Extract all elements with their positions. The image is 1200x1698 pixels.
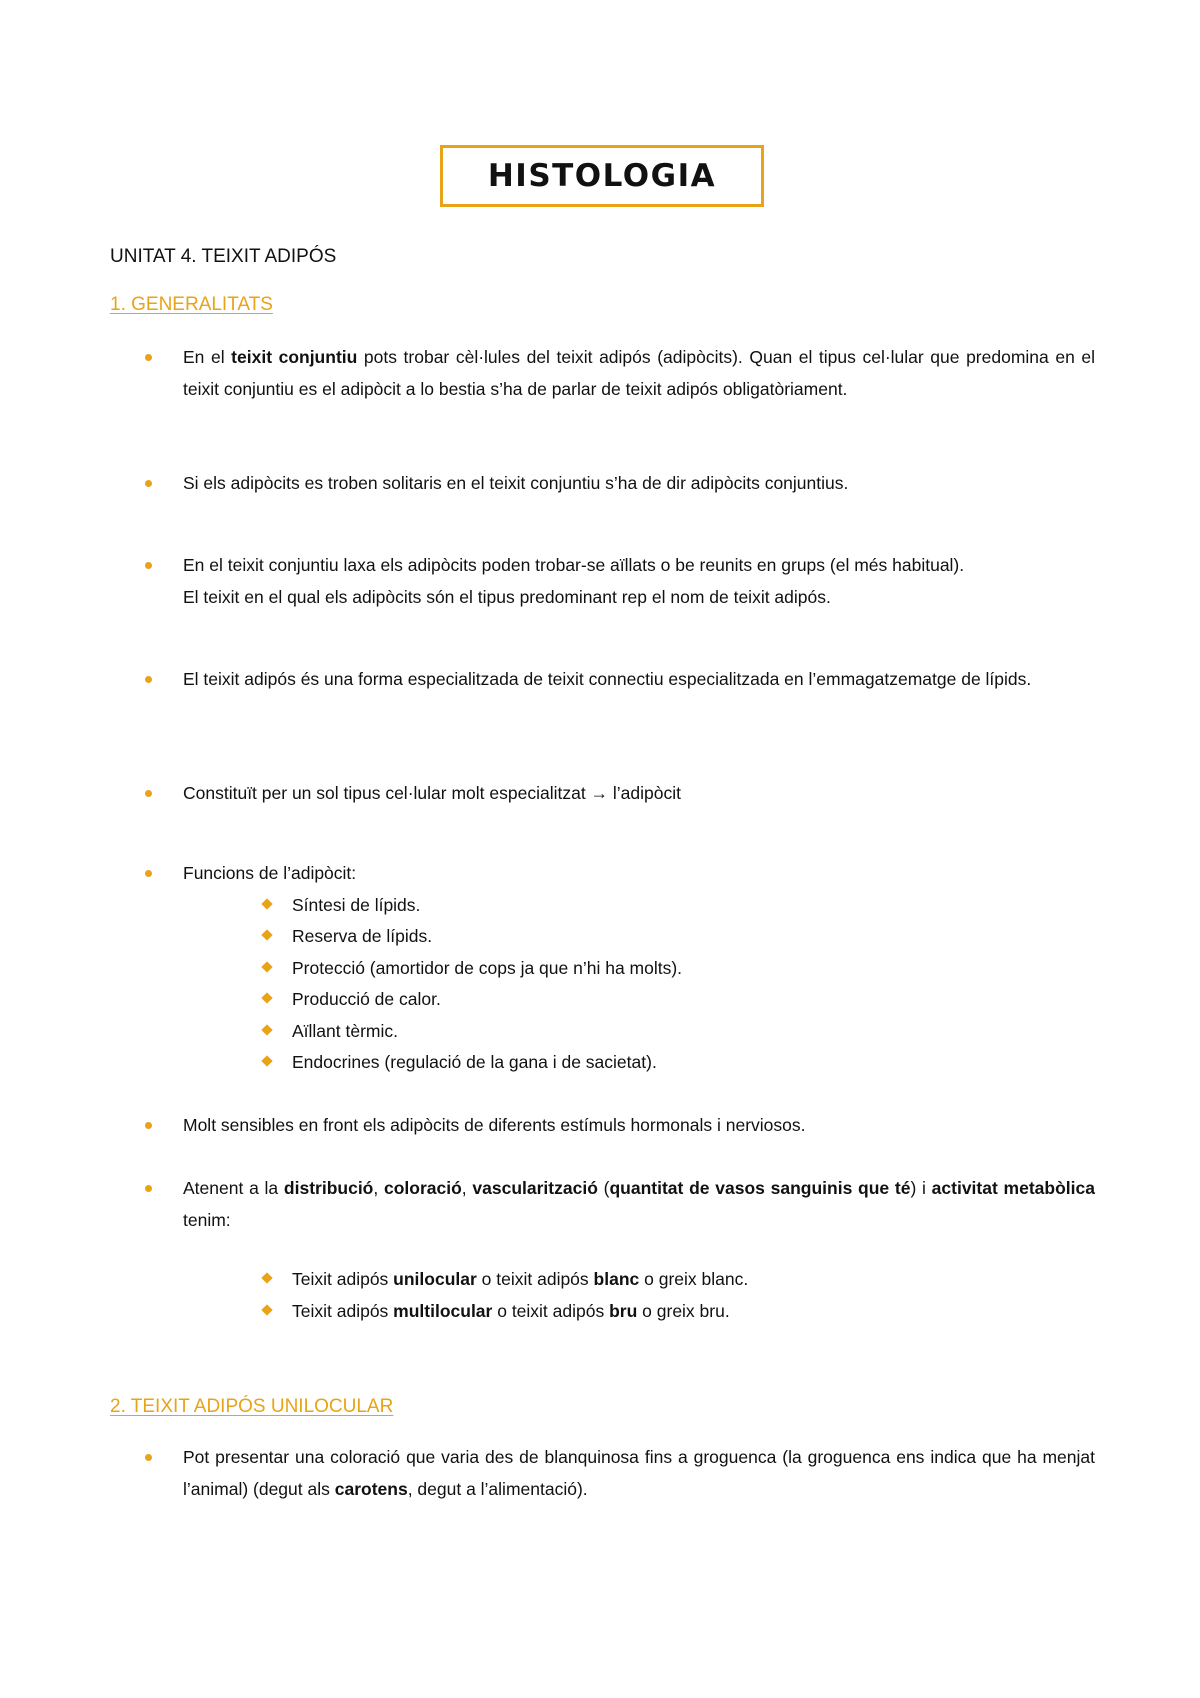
bullet-icon [145,790,152,797]
bullet-icon [145,562,152,569]
text-run: o greix blanc. [639,1269,749,1289]
bold-run: vascularització [472,1178,598,1198]
bullet-paragraph-8 [183,1173,1095,1236]
bold-run: activitat metabòlica [931,1178,1095,1198]
text-line: En el teixit conjuntiu laxa els adipòcits poden trobar-se aïllats o be reunits en grups (el més habitual). [183,555,965,575]
text-run: o teixit adipós [476,1269,594,1289]
sub-item-text: Aïllant tèrmic. [292,1021,398,1041]
text-run: En el [183,347,232,367]
bold-run: quantitat de vasos sanguinis que té [609,1178,911,1198]
text-run: Teixit adipós [292,1269,394,1289]
bullet-paragraph-7 [183,1110,1095,1142]
sub-list-item [292,921,432,953]
bullet-icon [145,676,152,683]
text-run: ( [597,1178,610,1198]
sub-item-text: Reserva de lípids. [292,926,433,946]
text-run: El teixit adipós és una forma especialitzada de teixit connectiu especialitzada en l’emmagatzematge de lípids. [183,669,1032,689]
sub-item-text: Producció de calor. [292,989,441,1009]
text-run: , [461,1178,473,1198]
text-run: , [373,1178,384,1198]
text-run: Si els adipòcits es troben solitaris en el teixit conjuntiu s’ha de dir adipòcits conjuntius. [183,473,849,493]
section-heading-unilocular: 2. TEIXIT ADIPÓS UNILOCULAR [110,1396,394,1417]
text-run: Molt sensibles en front els adipòcits de diferents estímuls hormonals i nerviosos. [183,1115,806,1135]
bold-run: bru [609,1301,638,1321]
sub-list-item [292,1016,398,1048]
text-run: o teixit adipós [492,1301,610,1321]
text-run: Funcions de l’adipòcit: [183,863,357,883]
bullet-paragraph-1 [183,342,1095,405]
bold-run: multilocular [393,1301,493,1321]
sub-list-item [292,1264,748,1296]
text-run: , degut a l’alimentació). [407,1478,588,1499]
bullet-icon [145,870,152,877]
bold-run: carotens [334,1478,408,1499]
sub-item-text: Síntesi de lípids. [292,895,421,915]
document-title: HISTOLOGIA [487,158,717,194]
text-run: Teixit adipós [292,1301,394,1321]
text-line: El teixit en el qual els adipòcits són el tipus predominant rep el nom de teixit adipós. [183,586,831,607]
sub-list-item [292,1296,730,1328]
bullet-paragraph-5 [183,778,1095,810]
diamond-bullet-icon [261,1304,272,1315]
sub-item-text: Endocrines (regulació de la gana i de sacietat). [292,1052,657,1072]
diamond-bullet-icon [261,992,272,1003]
diamond-bullet-icon [261,961,272,972]
text-run: pots trobar cèl·lules del teixit adipós (adipòcits). Quan el tipus cel·lular que predomina en el teixit conjuntiu es el adipòcit a lo bestia s’ha de parlar de teixit adipós obligatòriament. [183,347,1095,399]
text-run: o greix bru. [637,1301,730,1321]
text-run: Constituït per un sol tipus cel·lular molt especialitzat [183,783,591,803]
sub-list-item [292,953,682,985]
bullet-paragraph-6 [183,858,1095,890]
bullet-icon [145,480,152,487]
bullet-paragraph-9 [183,1442,1095,1505]
text-run: l’adipòcit [608,783,682,803]
bullet-icon [145,1454,152,1461]
bold-run: blanc [593,1269,640,1289]
bullet-icon [145,1185,152,1192]
bold-run: unilocular [393,1269,477,1289]
diamond-bullet-icon [261,929,272,940]
diamond-bullet-icon [261,1024,272,1035]
section-heading-generalitats: 1. GENERALITATS [110,294,273,315]
diamond-bullet-icon [261,1055,272,1066]
text-run: tenim: [183,1209,231,1230]
bullet-paragraph-2 [183,468,1095,500]
bold-run: distribució [283,1178,374,1198]
diamond-bullet-icon [261,1272,272,1283]
bold-run: coloració [383,1178,462,1198]
bullet-icon [145,1122,152,1129]
diamond-bullet-icon [261,898,272,909]
text-run: Pot presentar una coloració que varia des de blanquinosa fins a groguenca (la groguenca ens indica que ha menjat l’animal) (degut als [183,1447,1095,1499]
title-box [440,145,764,207]
sub-item-text: Protecció (amortidor de cops ja que n’hi ha molts). [292,958,683,978]
sub-list-item [292,1047,657,1079]
bullet-paragraph-4 [183,664,1095,696]
bullet-paragraph-3 [183,550,1095,613]
unit-title: UNITAT 4. TEIXIT ADIPÓS [110,246,337,267]
bullet-icon [145,354,152,361]
text-run: ) i [910,1178,932,1198]
sub-list-item [292,890,420,922]
text-run: Atenent a la [183,1178,284,1198]
sub-list-item [292,984,441,1016]
bold-run: teixit conjuntiu [231,347,358,367]
arrow-icon: → [590,783,609,803]
